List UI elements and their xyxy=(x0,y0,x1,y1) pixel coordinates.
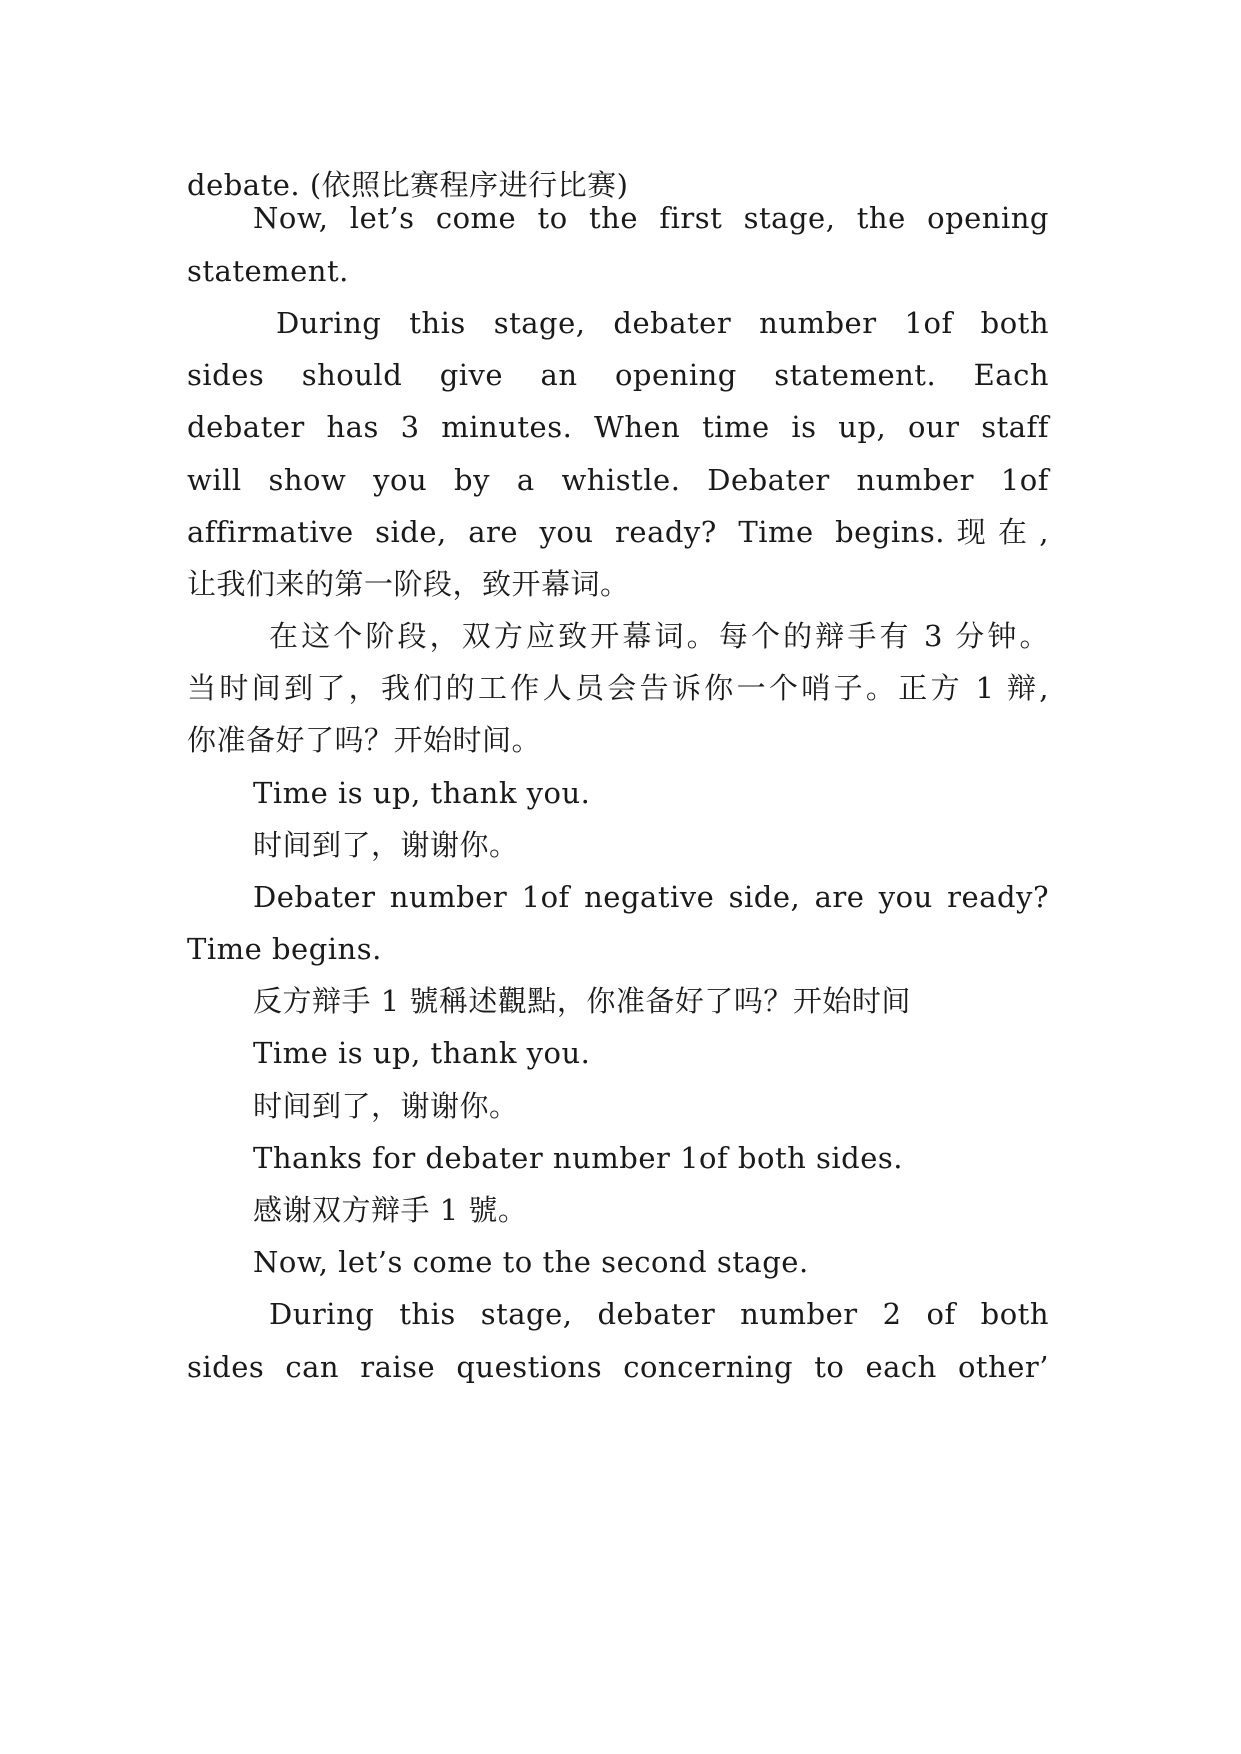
text-line: Time is up, thank you. xyxy=(253,776,591,810)
text-line: 让我们来的第一阶段，致开幕词。 xyxy=(187,567,630,601)
text-line: 你准备好了吗？开始时间。 xyxy=(187,723,542,757)
text-line: Now, let’s come to the first stage, the opening xyxy=(253,201,1049,235)
text-line: Time begins. xyxy=(187,932,382,966)
text-line: Thanks for debater number 1of both sides. xyxy=(253,1141,903,1175)
text-line: 在这个阶段，双方应致开幕词。每个的辩手有 3 分钟。 xyxy=(269,619,1049,653)
text-line: Debater number 1of negative side, are you ready? xyxy=(253,880,1049,914)
text-line: affirmative side, are you ready? Time begins.现在, xyxy=(187,515,1049,549)
text-line: 当时间到了，我们的工作人员会告诉你一个哨子。正方 1 辩, xyxy=(187,671,1049,705)
text-line: Now, let’s come to the second stage. xyxy=(253,1245,809,1279)
text-line: statement. xyxy=(187,254,349,288)
text-line: During this stage, debater number 1of both xyxy=(276,306,1049,340)
text-line: 时间到了，谢谢你。 xyxy=(253,828,519,862)
text-line: Time is up, thank you. xyxy=(253,1036,591,1070)
text-line: sides should give an opening statement. Each xyxy=(187,358,1049,392)
text-line: will show you by a whistle. Debater number 1of xyxy=(187,463,1049,497)
text-line: During this stage, debater number 2 of both xyxy=(269,1297,1049,1331)
text-line: 时间到了，谢谢你。 xyxy=(253,1089,519,1123)
text-line: debate. (依照比赛程序进行比赛) xyxy=(187,168,629,202)
text-line: debater has 3 minutes. When time is up, our staff xyxy=(187,410,1049,444)
text-line: 感谢双方辩手 1 號。 xyxy=(253,1193,528,1227)
text-line: sides can raise questions concerning to each other’ xyxy=(187,1350,1049,1384)
text-line: 反方辩手 1 號稱述觀點，你准备好了吗？开始时间 xyxy=(253,984,911,1018)
